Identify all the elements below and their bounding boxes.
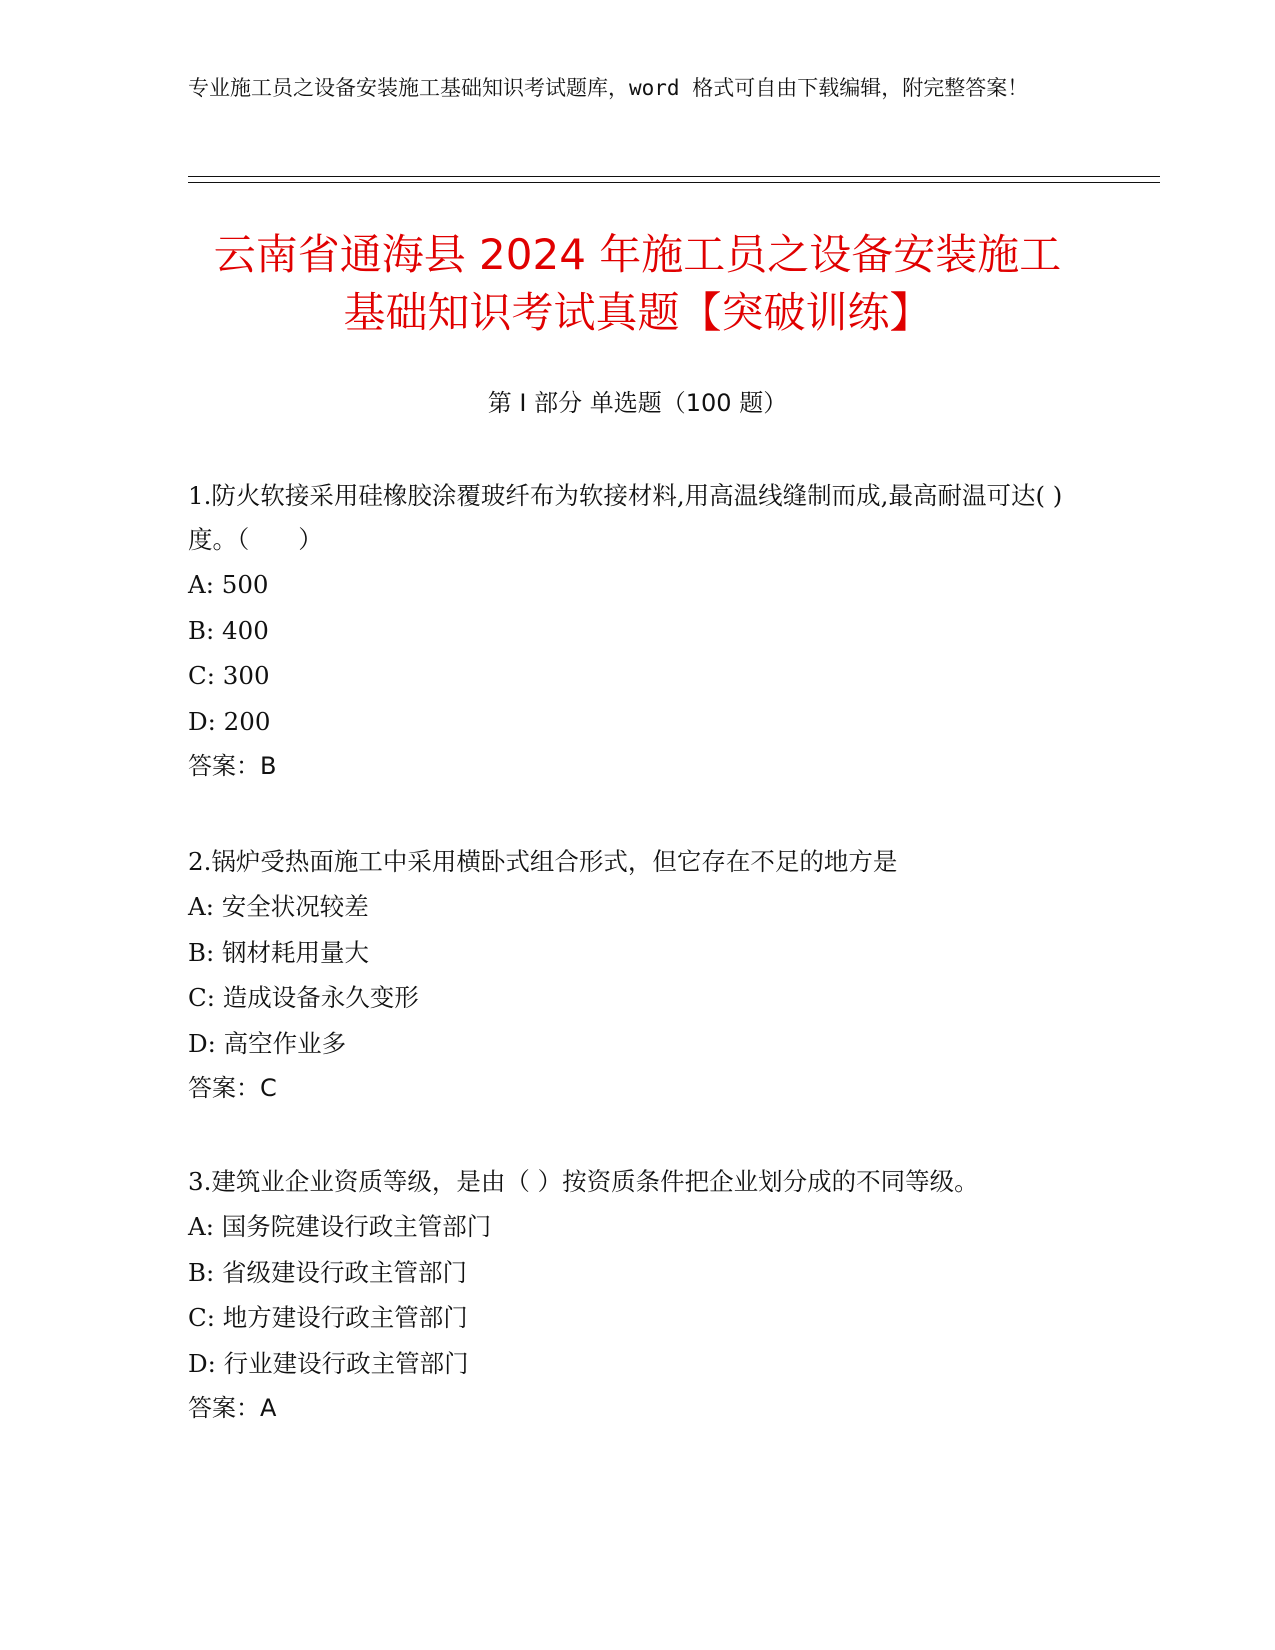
question-3 bbox=[188, 1160, 1088, 1431]
option-d: D: 行业建设行政主管部门 bbox=[188, 1348, 469, 1378]
header-note: 专业施工员之设备安装施工基础知识考试题库，word 格式可自由下载编辑，附完整答案！ bbox=[188, 76, 1029, 100]
option-b: B: 省级建设行政主管部门 bbox=[188, 1257, 468, 1287]
option-b: B: 400 bbox=[188, 615, 269, 645]
document-title-line-1: 云南省通海县 2024 年施工员之设备安装施工 bbox=[213, 230, 1062, 279]
document-title-line-2: 基础知识考试真题【突破训练】 bbox=[343, 288, 932, 337]
answer: 答案：A bbox=[188, 1394, 277, 1422]
document-title bbox=[0, 226, 1275, 342]
header-divider-top bbox=[188, 176, 1160, 177]
option-a: A: 安全状况较差 bbox=[188, 892, 369, 921]
option-c: C: 地方建设行政主管部门 bbox=[188, 1303, 468, 1332]
question-2 bbox=[188, 840, 1088, 1111]
option-a: A: 500 bbox=[188, 570, 269, 599]
section-title: 第 I 部分 单选题（100 题） bbox=[487, 389, 788, 417]
question-1 bbox=[188, 474, 1088, 789]
question-stem: 1.防火软接采用硅橡胶涂覆玻纤布为软接材料,用高温线缝制而成,最高耐温可达( )度。（ ） bbox=[188, 481, 1063, 554]
question-stem: 2.锅炉受热面施工中采用横卧式组合形式，但它存在不足的地方是 bbox=[188, 847, 898, 876]
option-d: D: 200 bbox=[188, 706, 271, 736]
option-d: D: 高空作业多 bbox=[188, 1028, 347, 1058]
option-c: C: 造成设备永久变形 bbox=[188, 983, 419, 1012]
header-divider-bottom bbox=[188, 182, 1160, 183]
question-stem: 3.建筑业企业资质等级，是由（ ）按资质条件把企业划分成的不同等级。 bbox=[188, 1167, 979, 1196]
option-a: A: 国务院建设行政主管部门 bbox=[188, 1212, 492, 1241]
answer: 答案：B bbox=[188, 752, 277, 780]
option-b: B: 钢材耗用量大 bbox=[188, 937, 370, 967]
option-c: C: 300 bbox=[188, 661, 270, 690]
answer: 答案：C bbox=[188, 1074, 277, 1102]
